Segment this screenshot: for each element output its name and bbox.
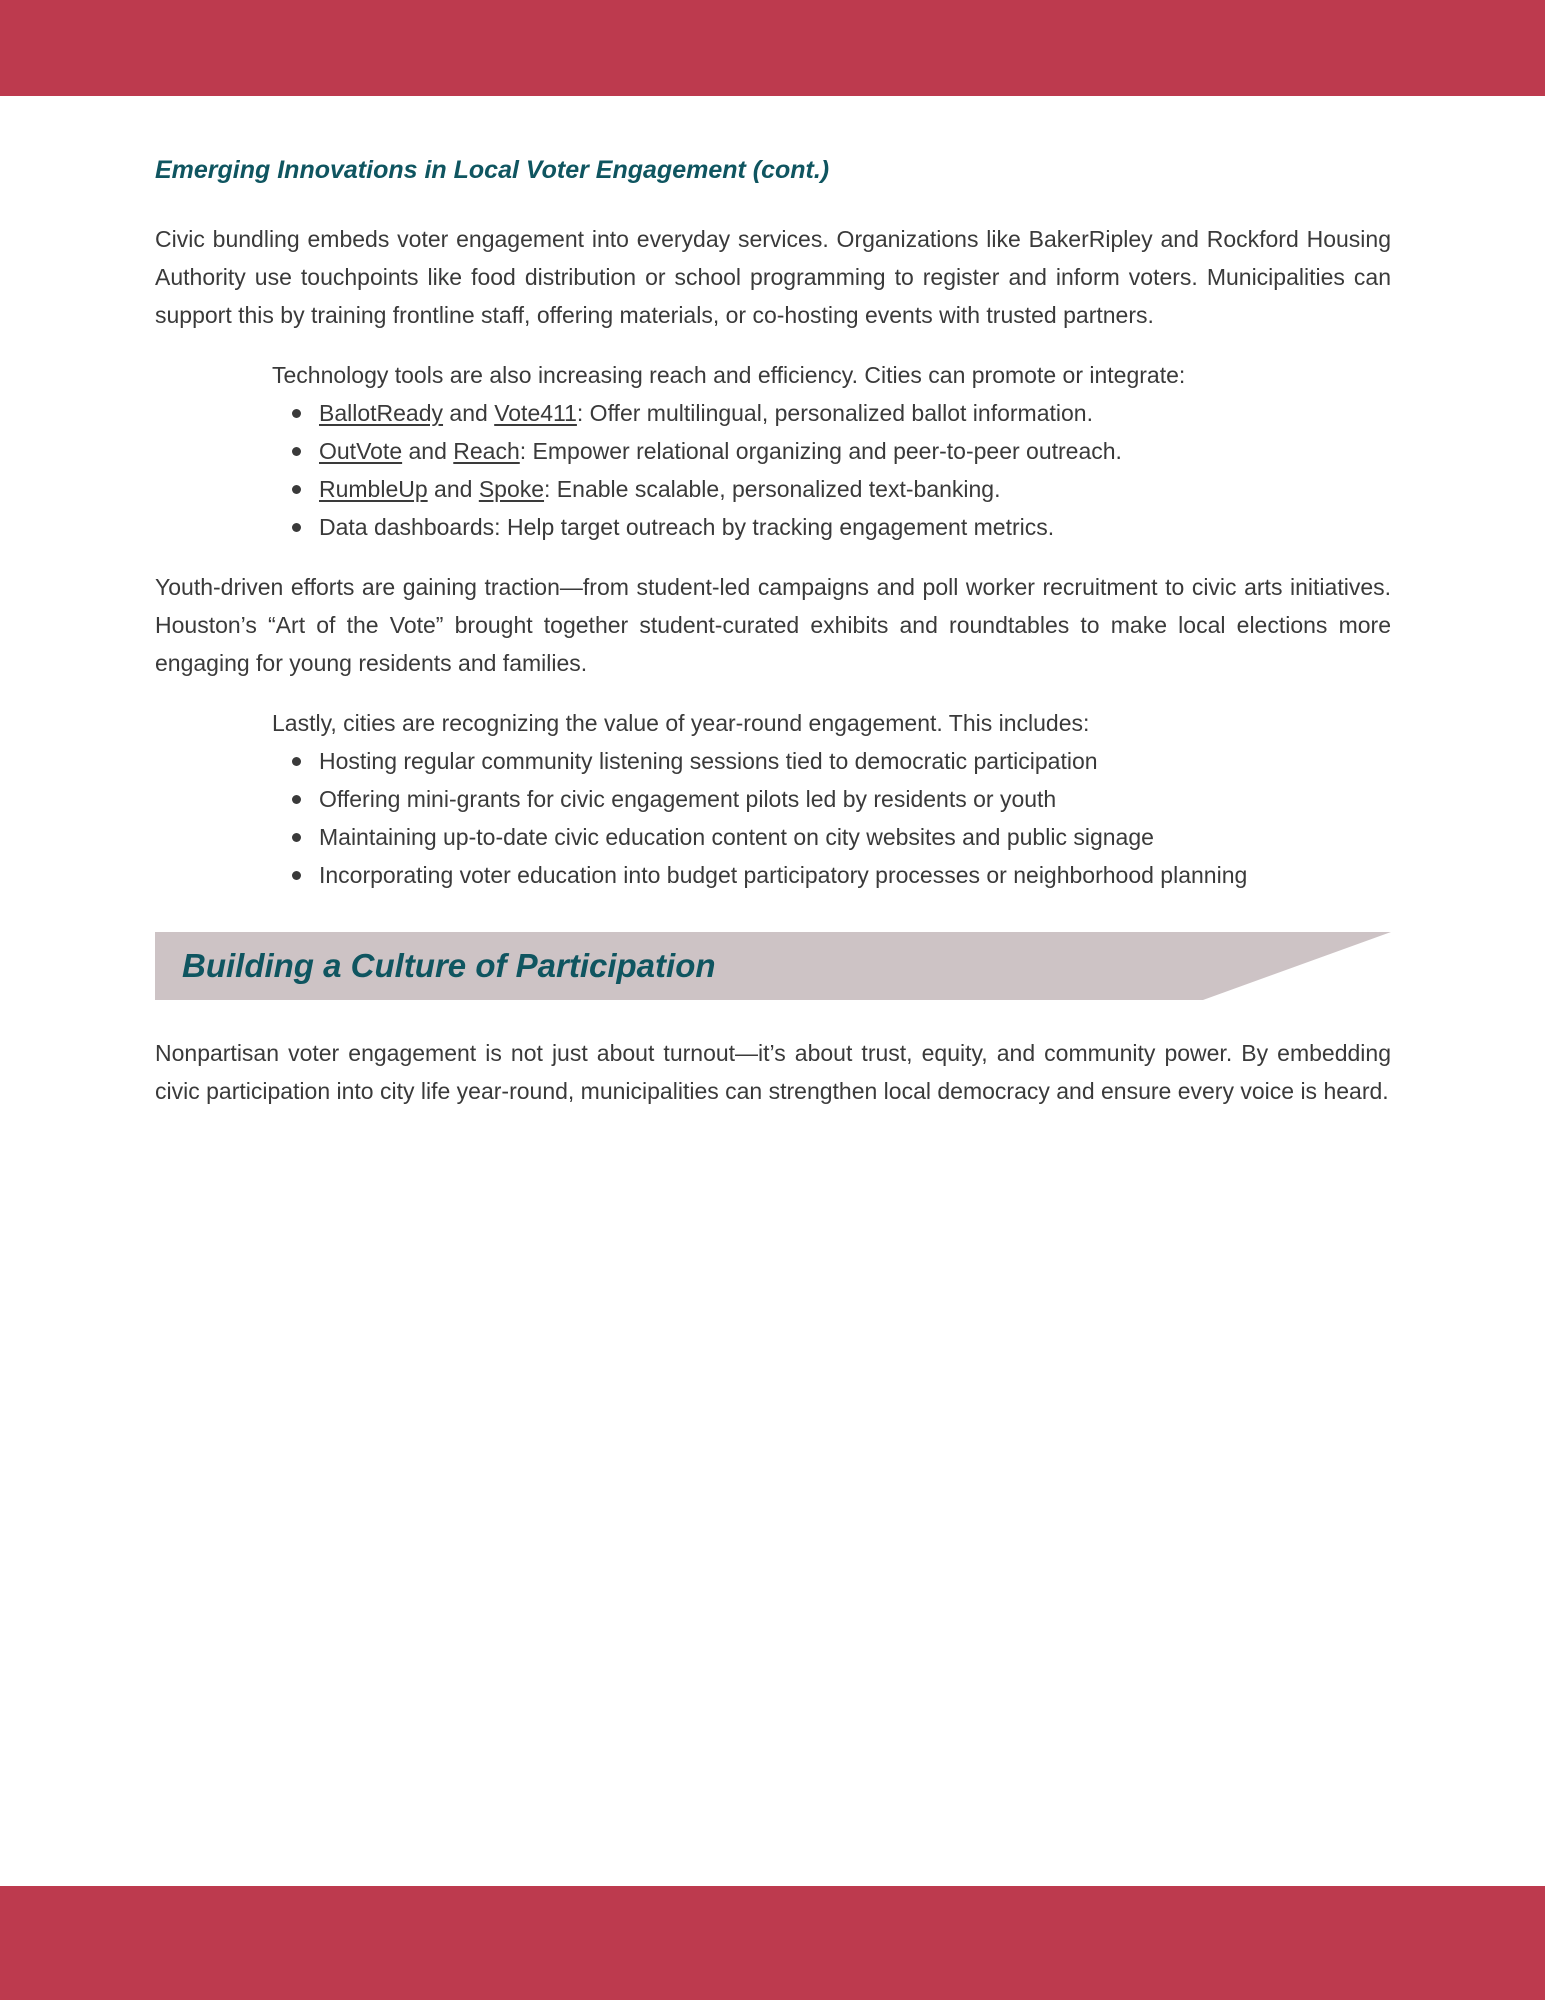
link-rumbleup[interactable]: RumbleUp <box>319 476 428 502</box>
bullet-icon <box>292 833 301 842</box>
list-item <box>272 432 1391 470</box>
year-round-list <box>272 742 1391 894</box>
tech-tools-list <box>272 394 1391 546</box>
list-item <box>272 394 1391 432</box>
bullet-icon <box>292 757 301 766</box>
item-text: Incorporating voter education into budget participatory processes or neighborhood planning <box>319 862 1248 888</box>
page-content <box>155 150 1391 1110</box>
item-description: : Offer multilingual, personalized ballot information. <box>576 400 1093 426</box>
subheading: Emerging Innovations in Local Voter Engagement (cont.) <box>155 156 830 184</box>
list-item <box>272 818 1391 856</box>
year-round-block <box>272 704 1391 894</box>
item-description: : Empower relational organizing and peer-to-peer outreach. <box>519 438 1122 464</box>
bullet-icon <box>292 523 301 532</box>
list-item <box>272 508 1391 546</box>
list-item <box>272 742 1391 780</box>
item-description: Data dashboards: Help target outreach by tracking engagement metrics. <box>319 514 1055 540</box>
link-vote411[interactable]: Vote411 <box>494 400 577 426</box>
bullet-icon <box>292 795 301 804</box>
section-banner <box>155 932 1391 1000</box>
section-title: Building a Culture of Participation <box>182 947 716 984</box>
conjunction: and <box>434 476 473 502</box>
link-reach[interactable]: Reach <box>453 438 520 464</box>
link-ballotready[interactable]: BallotReady <box>319 400 444 426</box>
paragraph-closing: Nonpartisan voter engagement is not just about turnout—it’s about trust, equity, and community power. By embedding civic participation into city life year-round, municipalities can strengthen local democracy and ensure every voice is heard. <box>155 1040 1391 1104</box>
bullet-icon <box>292 485 301 494</box>
link-outvote[interactable]: OutVote <box>319 438 403 464</box>
item-text: Hosting regular community listening sessions tied to democratic participation <box>319 748 1098 774</box>
conjunction: and <box>449 400 488 426</box>
footer-band <box>0 1886 1545 2000</box>
item-description: : Enable scalable, personalized text-banking. <box>544 476 1001 502</box>
list-item <box>272 780 1391 818</box>
year-round-intro: Lastly, cities are recognizing the value of year-round engagement. This includes: <box>272 710 1090 736</box>
paragraph-civic-bundling: Civic bundling embeds voter engagement into everyday services. Organizations like BakerRipley and Rockford Housing Authority use touchpoints like food distribution or school programming to register and inform voters. Municipalities can support this by training frontline staff, offering materials, or co-hosting events with trusted partners. <box>155 226 1391 328</box>
list-item <box>272 470 1391 508</box>
item-text: Maintaining up-to-date civic education content on city websites and public signage <box>319 824 1154 850</box>
tech-tools-block <box>272 356 1391 546</box>
link-spoke[interactable]: Spoke <box>478 476 545 502</box>
list-item <box>272 856 1391 894</box>
paragraph-youth: Youth-driven efforts are gaining traction—from student-led campaigns and poll worker recruitment to civic arts initiatives. Houston’s “Art of the Vote” brought together student-curated exhibits and roundtables to make local elections more engaging for young residents and families. <box>155 574 1391 676</box>
bullet-icon <box>292 447 301 456</box>
item-text: Offering mini-grants for civic engagement pilots led by residents or youth <box>319 786 1057 812</box>
bullet-icon <box>292 409 301 418</box>
header-band <box>0 0 1545 96</box>
tech-tools-intro: Technology tools are also increasing reach and efficiency. Cities can promote or integrate: <box>272 362 1186 388</box>
conjunction: and <box>408 438 447 464</box>
bullet-icon <box>292 871 301 880</box>
